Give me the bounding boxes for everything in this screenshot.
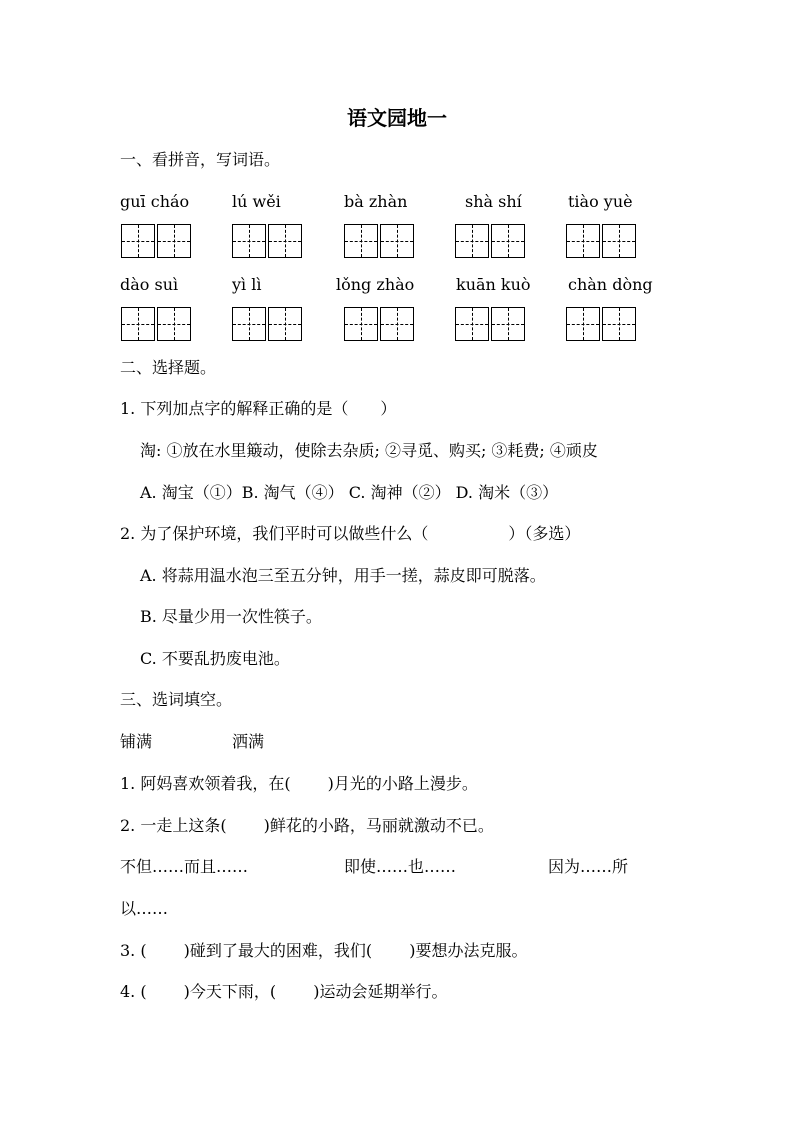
word-choice-1: 铺满	[120, 732, 153, 751]
writing-box[interactable]	[121, 224, 155, 258]
pinyin-10: chàn dòng	[568, 275, 653, 294]
pinyin-5: tiào yuè	[568, 192, 633, 211]
writing-box[interactable]	[491, 224, 525, 258]
writing-box[interactable]	[157, 307, 191, 341]
pinyin-1: guī cháo	[120, 192, 190, 211]
pinyin-4: shà shí	[465, 192, 522, 211]
writing-box[interactable]	[232, 224, 266, 258]
pinyin-8: lǒng zhào	[336, 275, 415, 294]
writing-box[interactable]	[380, 307, 414, 341]
page-title: 语文园地一	[347, 106, 447, 130]
pinyin-3: bà zhàn	[344, 192, 408, 211]
writing-box[interactable]	[380, 224, 414, 258]
pinyin-9: kuān kuò	[456, 275, 531, 294]
sentence-1: 1. 阿妈喜欢领着我，在( )月光的小路上漫步。	[120, 774, 478, 793]
writing-box[interactable]	[121, 307, 155, 341]
writing-box[interactable]	[566, 224, 600, 258]
word-choice-2: 洒满	[232, 732, 265, 751]
word-choice-5-continued: 以……	[120, 899, 169, 918]
question-1: 1. 下列加点字的解释正确的是（ ）	[120, 399, 397, 418]
writing-box[interactable]	[268, 307, 302, 341]
writing-box[interactable]	[157, 224, 191, 258]
question-1-definition: 淘: ①放在水里簸动，使除去杂质; ②寻觅、购买; ③耗费; ④顽皮	[140, 441, 598, 460]
writing-box[interactable]	[491, 307, 525, 341]
sentence-2: 2. 一走上这条( )鲜花的小路，马丽就激动不已。	[120, 816, 494, 835]
writing-box[interactable]	[602, 224, 636, 258]
section3-heading: 三、选词填空。	[120, 690, 233, 709]
writing-box[interactable]	[602, 307, 636, 341]
question-2-option-b: B. 尽量少用一次性筷子。	[140, 607, 322, 626]
writing-box[interactable]	[344, 307, 378, 341]
pinyin-7: yì lì	[232, 275, 262, 294]
writing-box[interactable]	[566, 307, 600, 341]
question-1-options: A. 淘宝（①）B. 淘气（④） C. 淘神（②） D. 淘米（③）	[140, 483, 559, 502]
pinyin-2: lú wěi	[232, 192, 281, 211]
question-2-option-a: A. 将蒜用温水泡三至五分钟，用手一搓，蒜皮即可脱落。	[140, 566, 546, 585]
word-choice-5: 因为……所	[548, 857, 629, 876]
question-2: 2. 为了保护环境，我们平时可以做些什么（ ）（多选）	[120, 524, 581, 543]
word-choice-3: 不但……而且……	[120, 857, 249, 876]
writing-box[interactable]	[455, 224, 489, 258]
word-choice-4: 即使……也……	[344, 857, 457, 876]
question-2-option-c: C. 不要乱扔废电池。	[140, 649, 290, 668]
section2-heading: 二、选择题。	[120, 358, 217, 377]
writing-box[interactable]	[268, 224, 302, 258]
sentence-3: 3. ( )碰到了最大的困难，我们( )要想办法克服。	[120, 941, 528, 960]
writing-box[interactable]	[344, 224, 378, 258]
writing-box[interactable]	[232, 307, 266, 341]
sentence-4: 4. ( )今天下雨，( )运动会延期举行。	[120, 982, 448, 1001]
writing-box[interactable]	[455, 307, 489, 341]
pinyin-6: dào suì	[120, 275, 179, 294]
section1-heading: 一、看拼音，写词语。	[120, 150, 281, 169]
